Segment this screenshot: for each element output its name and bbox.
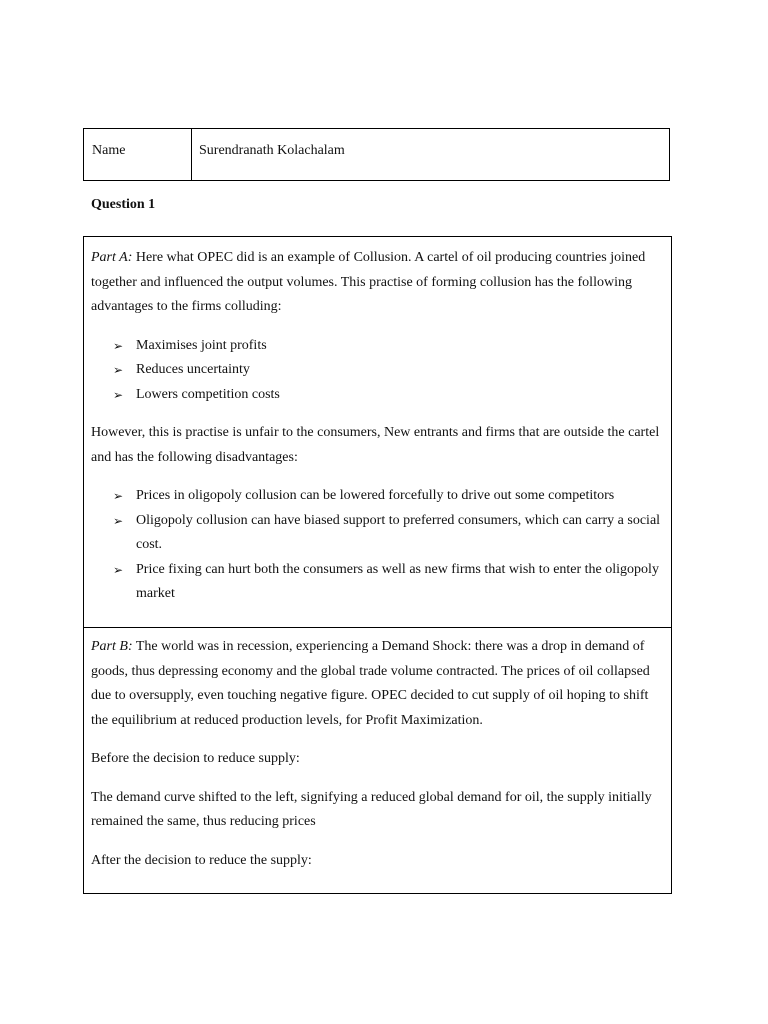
disadvantage-text: Prices in oligopoly collusion can be lowered forcefully to drive out some competitors [136, 488, 615, 503]
disadvantage-text: Oligopoly collusion can have biased support to preferred consumers, which can carry a social cost. [136, 512, 661, 552]
answer-box [83, 236, 672, 894]
arrow-bullet-icon: ➢ [113, 513, 124, 528]
part-b-label: Part B: [91, 639, 133, 654]
part-a-intro [91, 246, 663, 320]
part-b-intro [91, 635, 663, 733]
question-heading: Question 1 [91, 197, 156, 212]
before-text: The demand curve shifted to the left, signifying a reduced global demand for oil, the supply initially remained the same, thus reducing prices [91, 789, 652, 829]
part-b-section [84, 635, 671, 873]
arrow-bullet-icon: ➢ [113, 387, 124, 402]
before-heading: Before the decision to reduce supply: [91, 751, 300, 766]
disadvantage-text: Price fixing can hurt both the consumers as well as new firms that wish to enter the oligopoly market [136, 561, 659, 601]
name-value: Surendranath Kolachalam [199, 143, 345, 158]
part-a-transition: However, this is practise is unfair to the consumers, New entrants and firms that are outside the cartel and has the following disadvantages: [91, 425, 660, 465]
part-a-label: Part A: [91, 250, 133, 265]
part-a-intro-text: Here what OPEC did is an example of Collusion. A cartel of oil producing countries joined together and influenced the output volumes. This practise of forming collusion has the following advantages to the firms colluding: [91, 250, 646, 314]
list-item [113, 558, 663, 607]
after-heading: After the decision to reduce the supply: [91, 852, 312, 868]
advantage-text: Lowers competition costs [136, 386, 280, 402]
list-item [113, 383, 663, 408]
advantages-list [91, 334, 663, 408]
list-item [113, 484, 663, 509]
list-item [113, 334, 663, 359]
advantage-text: Maximises joint profits [136, 337, 267, 353]
name-table [83, 128, 670, 181]
arrow-bullet-icon: ➢ [113, 338, 124, 353]
disadvantages-list [91, 484, 663, 607]
arrow-bullet-icon: ➢ [113, 562, 124, 577]
advantage-text: Reduces uncertainty [136, 362, 250, 377]
part-a-section [84, 237, 671, 628]
arrow-bullet-icon: ➢ [113, 489, 124, 503]
list-item [113, 358, 663, 383]
list-item [113, 509, 663, 558]
name-label: Name [84, 129, 192, 180]
part-b-intro-text: The world was in recession, experiencing a Demand Shock: there was a drop in demand of goods, thus depressing economy and the global trade volume contracted. The prices of oil collapsed due to oversupply, even touching negative figure. OPEC decided to cut supply of oil hoping to shift the equilibrium at reduced production levels, for Profit Maximization. [91, 639, 650, 728]
arrow-bullet-icon: ➢ [113, 363, 124, 377]
